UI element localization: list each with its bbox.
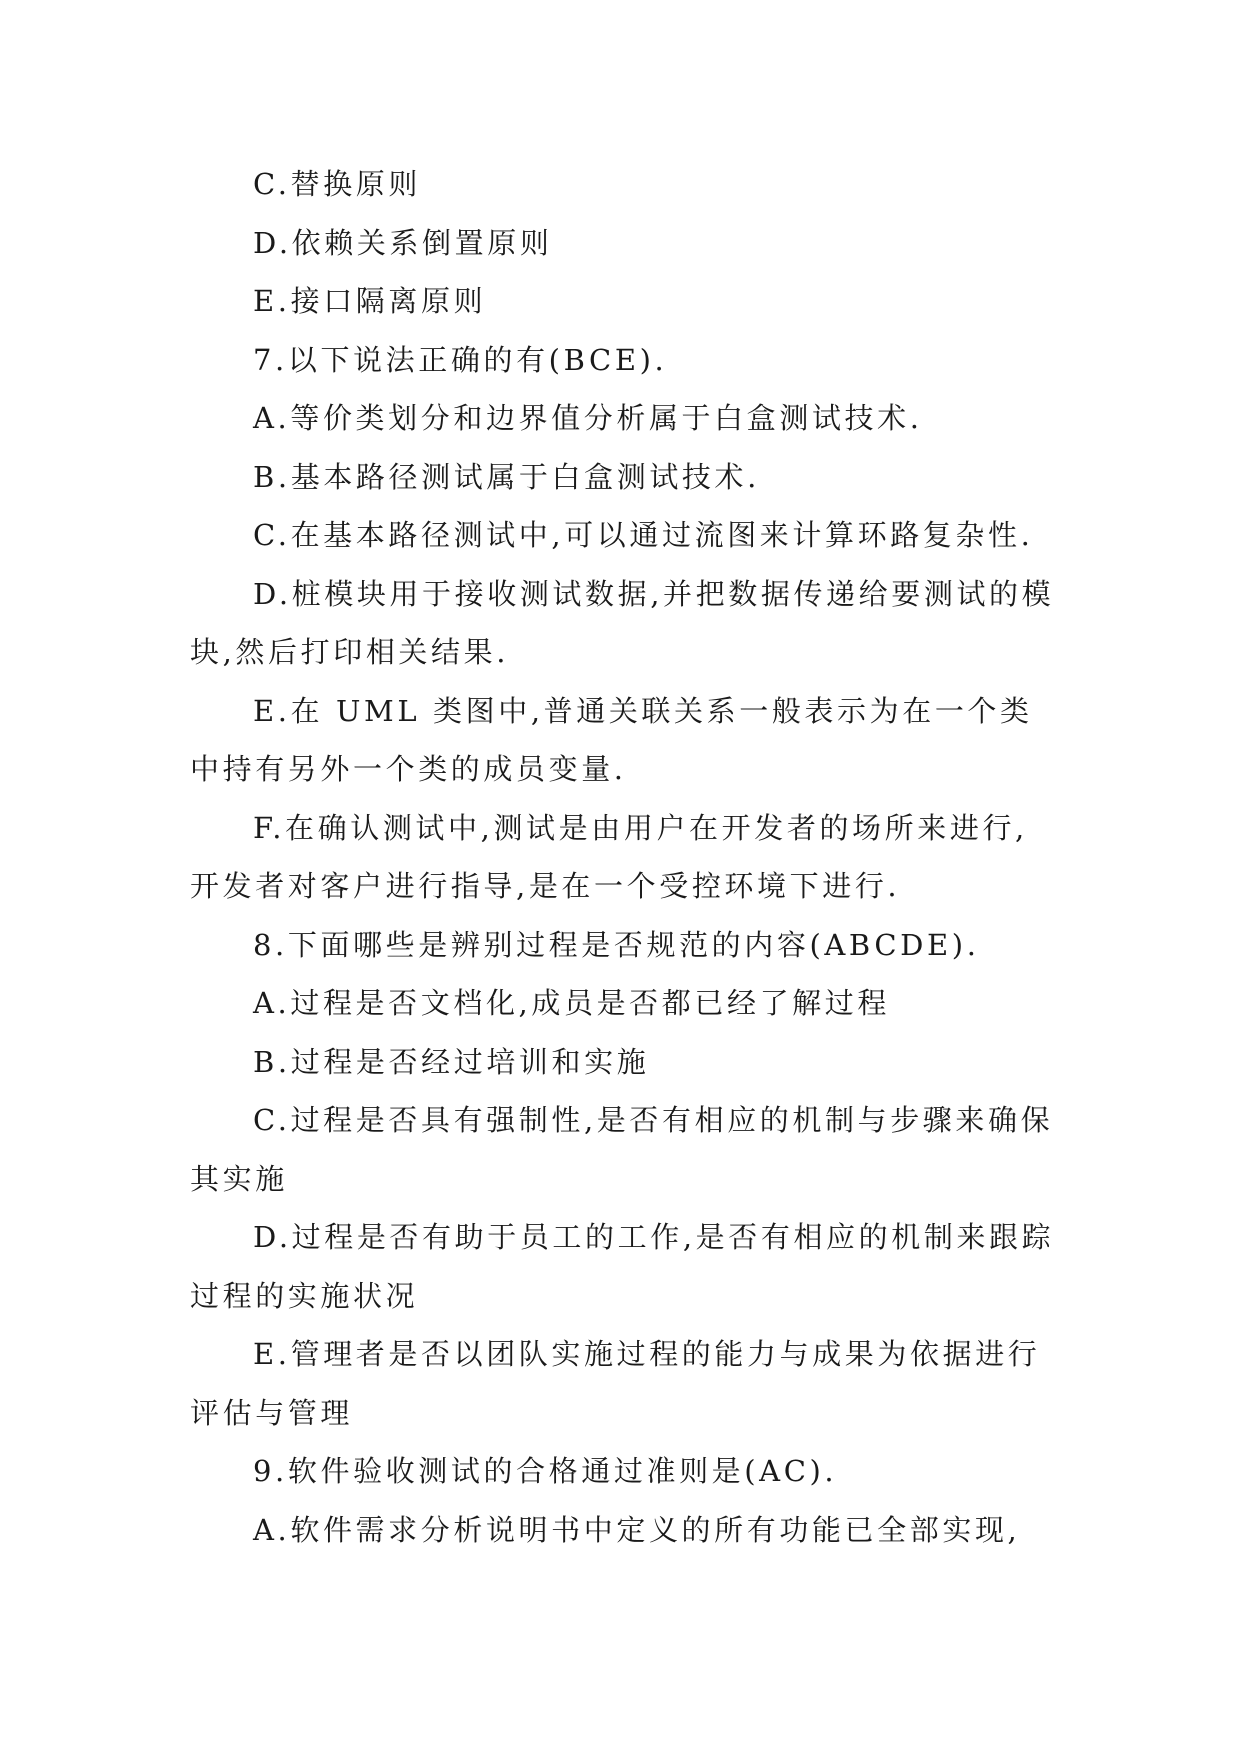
- paragraph: A.等价类划分和边界值分析属于白盒测试技术.: [253, 401, 923, 435]
- document-body: [190, 155, 1060, 1559]
- paragraph: D.过程是否有助于员工的工作,是否有相应的机制来跟踪过程的实施状况: [190, 1220, 1055, 1313]
- question-8: 8.下面哪些是辨别过程是否规范的内容(ABCDE).: [253, 927, 980, 962]
- question-9: 9.软件验收测试的合格通过准则是(AC).: [253, 1454, 838, 1488]
- paragraph: F.在确认测试中,测试是由用户在开发者的场所来进行,开发者对客户进行指导,是在一个受控环境下进行.: [190, 810, 1028, 903]
- paragraph: D.依赖关系倒置原则: [253, 225, 553, 260]
- paragraph: B.过程是否经过培训和实施: [253, 1044, 650, 1079]
- paragraph: E.管理者是否以团队实施过程的能力与成果为依据进行评估与管理: [190, 1337, 1041, 1430]
- question-7: 7.以下说法正确的有(BCE).: [253, 342, 668, 377]
- paragraph: E.接口隔离原则: [253, 284, 487, 318]
- paragraph: C.替换原则: [253, 167, 421, 201]
- paragraph: A.软件需求分析说明书中定义的所有功能已全部实现,: [253, 1512, 1021, 1547]
- paragraph: A.过程是否文档化,成员是否都已经了解过程: [253, 986, 890, 1020]
- paragraph: D.桩模块用于接收测试数据,并把数据传递给要测试的模块,然后打印相关结果.: [190, 576, 1055, 669]
- paragraph: B.基本路径测试属于白盒测试技术.: [253, 459, 760, 494]
- paragraph: C.在基本路径测试中,可以通过流图来计算环路复杂性.: [253, 518, 1034, 552]
- paragraph: C.过程是否具有强制性,是否有相应的机制与步骤来确保其实施: [190, 1103, 1054, 1196]
- paragraph: E.在 UML 类图中,普通关联关系一般表示为在一个类中持有另外一个类的成员变量.: [190, 693, 1033, 786]
